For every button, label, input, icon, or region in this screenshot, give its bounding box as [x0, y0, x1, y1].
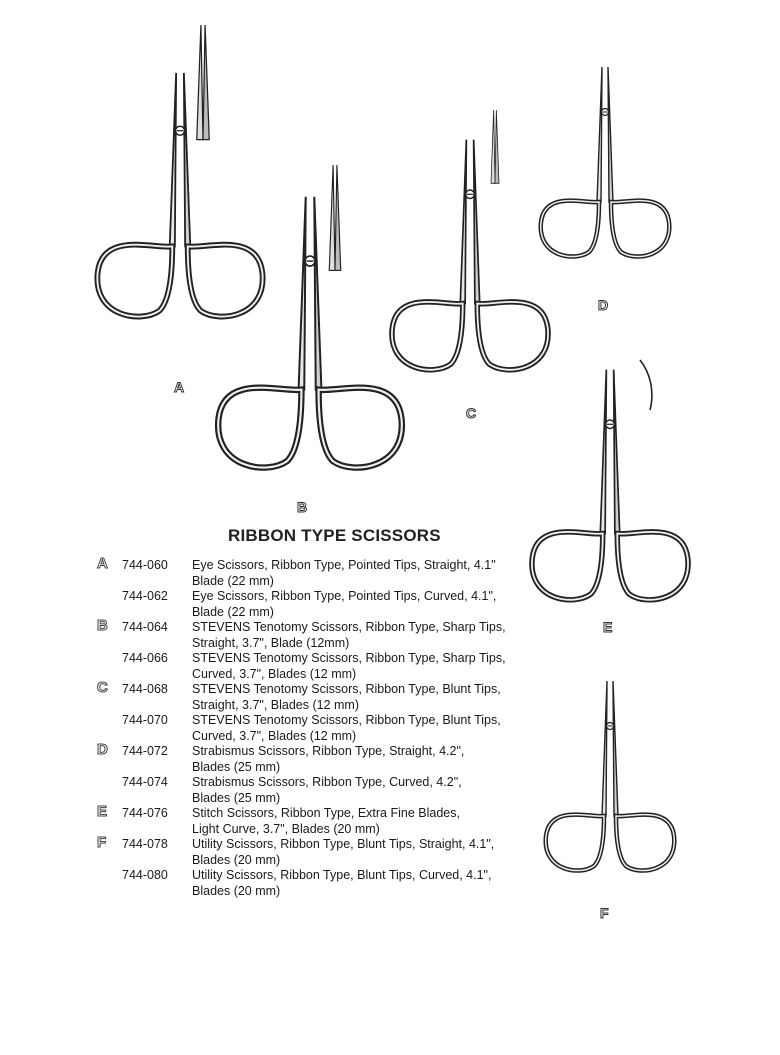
product-description	[192, 806, 537, 837]
description-line-1: Strabismus Scissors, Ribbon Type, Curved, 4.2",	[192, 775, 462, 789]
description-line-1: Utility Scissors, Ribbon Type, Blunt Tips, Curved, 4.1",	[192, 868, 492, 882]
product-code: 744-076	[122, 806, 168, 820]
scissors-figure-b	[218, 165, 402, 515]
description-line-1: STEVENS Tenotomy Scissors, Ribbon Type, Sharp Tips,	[192, 620, 506, 634]
figure-label-e: E	[603, 619, 613, 635]
product-code: 744-062	[122, 589, 168, 603]
product-code: 744-072	[122, 744, 168, 758]
description-line-2: Straight, 3.7", Blade (12mm)	[192, 635, 350, 650]
figure-label-a: A	[174, 379, 185, 395]
description-line-2: Blades (25 mm)	[192, 790, 281, 805]
figure-label-f: F	[600, 905, 609, 921]
figure-label-d: D	[598, 297, 609, 313]
description-line-2: Blades (20 mm)	[192, 883, 281, 898]
description-line-2: Blade (22 mm)	[192, 604, 274, 619]
product-code: 744-078	[122, 837, 168, 851]
product-code: 744-064	[122, 620, 168, 634]
description-line-1: Strabismus Scissors, Ribbon Type, Straight, 4.2",	[192, 744, 465, 758]
description-line-2: Light Curve, 3.7", Blades (20 mm)	[192, 821, 380, 836]
product-description	[192, 713, 537, 744]
scissors-figure-d	[541, 67, 670, 313]
product-code: 744-066	[122, 651, 168, 665]
scissors-figure-f	[546, 681, 675, 921]
description-line-1: Stitch Scissors, Ribbon Type, Extra Fine Blades,	[192, 806, 460, 820]
product-description	[192, 868, 537, 899]
row-letter: D	[97, 741, 108, 758]
description-line-1: STEVENS Tenotomy Scissors, Ribbon Type, Blunt Tips,	[192, 713, 501, 727]
description-line-2: Blades (20 mm)	[192, 852, 281, 867]
product-code: 744-080	[122, 868, 168, 882]
scissors-figure-e	[532, 360, 688, 635]
product-description	[192, 651, 537, 682]
scissors-figure-a	[97, 25, 262, 395]
product-description	[192, 558, 537, 589]
scissors-figure-c	[392, 110, 548, 421]
description-line-2: Curved, 3.7", Blades (12 mm)	[192, 728, 357, 743]
product-code: 744-070	[122, 713, 168, 727]
figure-label-b: B	[297, 499, 308, 515]
figure-label-c: C	[466, 405, 477, 421]
product-code: 744-060	[122, 558, 168, 572]
description-line-2: Blade (22 mm)	[192, 573, 274, 588]
product-description	[192, 744, 537, 775]
description-line-1: STEVENS Tenotomy Scissors, Ribbon Type, Blunt Tips,	[192, 682, 501, 696]
description-line-2: Straight, 3.7", Blades (12 mm)	[192, 697, 360, 712]
description-line-2: Blades (25 mm)	[192, 759, 281, 774]
product-description	[192, 620, 537, 651]
product-description	[192, 775, 537, 806]
description-line-1: STEVENS Tenotomy Scissors, Ribbon Type, Sharp Tips,	[192, 651, 506, 665]
description-line-1: Eye Scissors, Ribbon Type, Pointed Tips, Straight, 4.1"	[192, 558, 496, 572]
product-description	[192, 589, 537, 620]
row-letter: A	[97, 555, 108, 572]
product-code: 744-074	[122, 775, 168, 789]
product-description	[192, 837, 537, 868]
description-line-2: Curved, 3.7", Blades (12 mm)	[192, 666, 357, 681]
row-letter: C	[97, 679, 108, 696]
page-title: RIBBON TYPE SCISSORS	[228, 526, 441, 545]
row-letter: B	[97, 617, 108, 634]
row-letter: E	[97, 803, 108, 820]
description-line-1: Eye Scissors, Ribbon Type, Pointed Tips, Curved, 4.1",	[192, 589, 497, 603]
row-letter: F	[97, 834, 107, 851]
product-description	[192, 682, 537, 713]
description-line-1: Utility Scissors, Ribbon Type, Blunt Tips, Straight, 4.1",	[192, 837, 495, 851]
product-code: 744-068	[122, 682, 168, 696]
